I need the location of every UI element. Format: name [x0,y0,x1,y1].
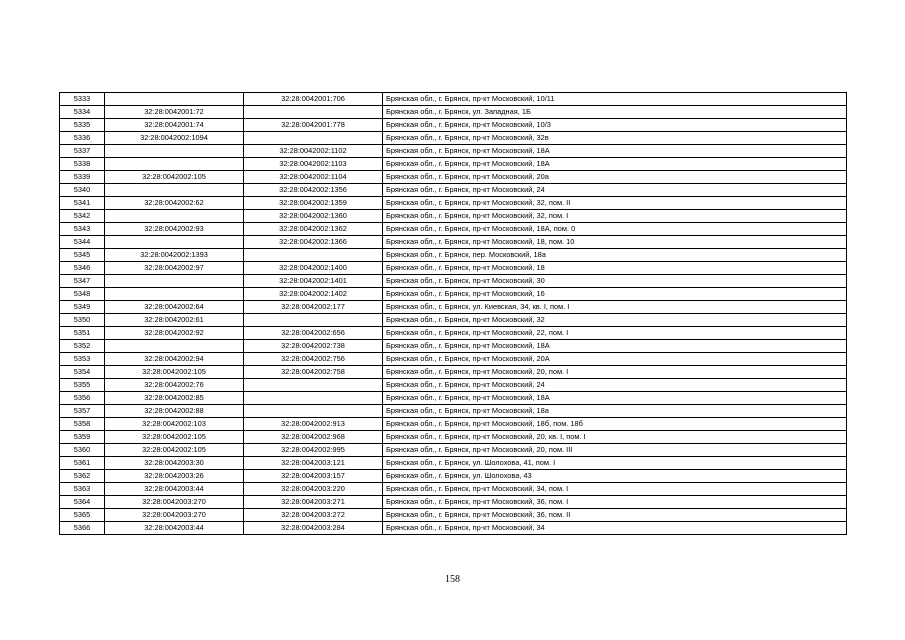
address-cell: Брянская обл., г. Брянск, пр-кт Московский, 18, пом. 10 [383,236,847,249]
address-cell: Брянская обл., г. Брянск, пр-кт Московский, 10/11 [383,93,847,106]
cadastral-object-cell [244,106,383,119]
cadastral-parcel-cell: 32:28:0042002:61 [105,314,244,327]
row-number-cell: 5336 [60,132,105,145]
cadastral-object-cell: 32:28:0042002:1359 [244,197,383,210]
cadastral-object-cell: 32:28:0042003:121 [244,457,383,470]
cadastral-parcel-cell [105,184,244,197]
row-number-cell: 5366 [60,522,105,535]
address-cell: Брянская обл., г. Брянск, пр-кт Московский, 24 [383,184,847,197]
cadastral-parcel-cell: 32:28:0042003:270 [105,509,244,522]
table-row [60,275,847,288]
table-row [60,366,847,379]
table-row [60,132,847,145]
address-cell: Брянская обл., г. Брянск, пр-кт Московский, 36, пом. II [383,509,847,522]
address-cell: Брянская обл., г. Брянск, пр-кт Московский, 20а [383,171,847,184]
row-number-cell: 5355 [60,379,105,392]
row-number-cell: 5339 [60,171,105,184]
cadastral-parcel-cell: 32:28:0042002:88 [105,405,244,418]
row-number-cell: 5338 [60,158,105,171]
row-number-cell: 5359 [60,431,105,444]
row-number-cell: 5343 [60,223,105,236]
address-cell: Брянская обл., г. Брянск, пр-кт Московский, 34 [383,522,847,535]
row-number-cell: 5334 [60,106,105,119]
cadastral-object-cell: 32:28:0042002:1362 [244,223,383,236]
row-number-cell: 5340 [60,184,105,197]
address-cell: Брянская обл., г. Брянск, пр-кт Московский, 16 [383,288,847,301]
table-row [60,288,847,301]
cadastral-parcel-cell [105,236,244,249]
row-number-cell: 5333 [60,93,105,106]
table-row [60,119,847,132]
address-cell: Брянская обл., г. Брянск, пр-кт Московский, 18А [383,145,847,158]
address-cell: Брянская обл., г. Брянск, пр-кт Московский, 30 [383,275,847,288]
row-number-cell: 5357 [60,405,105,418]
cadastral-object-cell: 32:28:0042002:177 [244,301,383,314]
cadastral-object-cell [244,392,383,405]
row-number-cell: 5364 [60,496,105,509]
cadastral-parcel-cell: 32:28:0042002:94 [105,353,244,366]
cadastral-object-cell: 32:28:0042002:738 [244,340,383,353]
table-row [60,496,847,509]
cadastral-parcel-cell: 32:28:0042002:1094 [105,132,244,145]
row-number-cell: 5344 [60,236,105,249]
page-number: 158 [445,574,460,585]
cadastral-object-cell: 32:28:0042002:1102 [244,145,383,158]
table-row [60,405,847,418]
row-number-cell: 5353 [60,353,105,366]
row-number-cell: 5342 [60,210,105,223]
cadastral-parcel-cell: 32:28:0042002:93 [105,223,244,236]
row-number-cell: 5365 [60,509,105,522]
cadastral-object-cell: 32:28:0042002:758 [244,366,383,379]
address-cell: Брянская обл., г. Брянск, пр-кт Московский, 10/3 [383,119,847,132]
cadastral-parcel-cell: 32:28:0042002:105 [105,366,244,379]
row-number-cell: 5363 [60,483,105,496]
cadastral-object-cell: 32:28:0042002:1356 [244,184,383,197]
cadastral-parcel-cell: 32:28:0042001:72 [105,106,244,119]
row-number-cell: 5349 [60,301,105,314]
address-cell: Брянская обл., г. Брянск, пр-кт Московский, 32, пом. II [383,197,847,210]
row-number-cell: 5351 [60,327,105,340]
address-cell: Брянская обл., г. Брянск, пр-кт Московский, 20, кв. I, пом. I [383,431,847,444]
table-row [60,353,847,366]
cadastral-object-cell: 32:28:0042001:778 [244,119,383,132]
address-cell: Брянская обл., г. Брянск, пр-кт Московский, 18А, пом. 0 [383,223,847,236]
cadastral-object-cell: 32:28:0042002:656 [244,327,383,340]
table-row [60,431,847,444]
row-number-cell: 5346 [60,262,105,275]
cadastral-parcel-cell: 32:28:0042002:105 [105,444,244,457]
registry-table [59,92,847,535]
address-cell: Брянская обл., г. Брянск, пер. Московский, 18а [383,249,847,262]
table-row [60,210,847,223]
cadastral-object-cell [244,132,383,145]
table-row [60,145,847,158]
cadastral-object-cell: 32:28:0042003:272 [244,509,383,522]
cadastral-parcel-cell: 32:28:0042003:270 [105,496,244,509]
address-cell: Брянская обл., г. Брянск, пр-кт Московский, 18а [383,405,847,418]
cadastral-parcel-cell: 32:28:0042002:105 [105,171,244,184]
table-row [60,457,847,470]
address-cell: Брянская обл., г. Брянск, пр-кт Московский, 32в [383,132,847,145]
cadastral-object-cell: 32:28:0042002:1360 [244,210,383,223]
cadastral-object-cell: 32:28:0042001:706 [244,93,383,106]
address-cell: Брянская обл., г. Брянск, пр-кт Московский, 18А [383,392,847,405]
table-row [60,197,847,210]
cadastral-object-cell [244,405,383,418]
registry-table-body [60,93,847,535]
address-cell: Брянская обл., г. Брянск, ул. Киевская, 34, кв. I, пом. I [383,301,847,314]
address-cell: Брянская обл., г. Брянск, ул. Шолохова, 43 [383,470,847,483]
address-cell: Брянская обл., г. Брянск, пр-кт Московский, 32, пом. I [383,210,847,223]
address-cell: Брянская обл., г. Брянск, пр-кт Московский, 32 [383,314,847,327]
cadastral-parcel-cell: 32:28:0042003:44 [105,522,244,535]
table-row [60,444,847,457]
table-row [60,93,847,106]
cadastral-parcel-cell: 32:28:0042002:62 [105,197,244,210]
cadastral-parcel-cell: 32:28:0042001:74 [105,119,244,132]
table-row [60,470,847,483]
cadastral-parcel-cell: 32:28:0042003:44 [105,483,244,496]
cadastral-object-cell: 32:28:0042002:1103 [244,158,383,171]
cadastral-object-cell: 32:28:0042002:968 [244,431,383,444]
cadastral-object-cell: 32:28:0042003:157 [244,470,383,483]
cadastral-parcel-cell: 32:28:0042002:1393 [105,249,244,262]
cadastral-parcel-cell [105,288,244,301]
table-row [60,158,847,171]
row-number-cell: 5362 [60,470,105,483]
cadastral-object-cell [244,314,383,327]
address-cell: Брянская обл., г. Брянск, пр-кт Московский, 36, пом. I [383,496,847,509]
table-row [60,392,847,405]
row-number-cell: 5354 [60,366,105,379]
cadastral-parcel-cell [105,275,244,288]
row-number-cell: 5361 [60,457,105,470]
row-number-cell: 5335 [60,119,105,132]
cadastral-object-cell: 32:28:0042003:220 [244,483,383,496]
cadastral-parcel-cell: 32:28:0042002:105 [105,431,244,444]
table-row [60,509,847,522]
address-cell: Брянская обл., г. Брянск, пр-кт Московский, 18А [383,158,847,171]
table-row [60,106,847,119]
address-cell: Брянская обл., г. Брянск, пр-кт Московский, 24 [383,379,847,392]
table-row [60,340,847,353]
address-cell: Брянская обл., г. Брянск, пр-кт Московский, 18б, пом. 18б [383,418,847,431]
cadastral-parcel-cell: 32:28:0042002:92 [105,327,244,340]
cadastral-parcel-cell: 32:28:0042002:97 [105,262,244,275]
table-row [60,301,847,314]
address-cell: Брянская обл., г. Брянск, пр-кт Московский, 20, пом. I [383,366,847,379]
row-number-cell: 5352 [60,340,105,353]
cadastral-object-cell: 32:28:0042002:1400 [244,262,383,275]
cadastral-object-cell: 32:28:0042002:913 [244,418,383,431]
address-cell: Брянская обл., г. Брянск, пр-кт Московский, 22, пом. I [383,327,847,340]
cadastral-object-cell: 32:28:0042002:756 [244,353,383,366]
table-row [60,327,847,340]
cadastral-object-cell: 32:28:0042003:284 [244,522,383,535]
table-row [60,184,847,197]
row-number-cell: 5358 [60,418,105,431]
row-number-cell: 5347 [60,275,105,288]
table-row [60,262,847,275]
cadastral-object-cell: 32:28:0042002:1402 [244,288,383,301]
cadastral-parcel-cell: 32:28:0042003:30 [105,457,244,470]
row-number-cell: 5360 [60,444,105,457]
row-number-cell: 5341 [60,197,105,210]
table-row [60,314,847,327]
address-cell: Брянская обл., г. Брянск, пр-кт Московский, 18А [383,340,847,353]
cadastral-parcel-cell [105,93,244,106]
table-row [60,223,847,236]
table-row [60,418,847,431]
row-number-cell: 5350 [60,314,105,327]
cadastral-parcel-cell: 32:28:0042002:64 [105,301,244,314]
address-cell: Брянская обл., г. Брянск, ул. Западная, 1Б [383,106,847,119]
cadastral-parcel-cell: 32:28:0042003:26 [105,470,244,483]
cadastral-parcel-cell [105,158,244,171]
cadastral-object-cell: 32:28:0042003:271 [244,496,383,509]
address-cell: Брянская обл., г. Брянск, пр-кт Московский, 18 [383,262,847,275]
table-row [60,522,847,535]
address-cell: Брянская обл., г. Брянск, ул. Шолохова, 41, пом. I [383,457,847,470]
row-number-cell: 5345 [60,249,105,262]
row-number-cell: 5356 [60,392,105,405]
row-number-cell: 5337 [60,145,105,158]
cadastral-parcel-cell: 32:28:0042002:103 [105,418,244,431]
cadastral-parcel-cell [105,145,244,158]
address-cell: Брянская обл., г. Брянск, пр-кт Московский, 34, пом. I [383,483,847,496]
cadastral-parcel-cell: 32:28:0042002:85 [105,392,244,405]
cadastral-object-cell [244,249,383,262]
table-row [60,379,847,392]
cadastral-parcel-cell [105,340,244,353]
table-row [60,236,847,249]
cadastral-object-cell: 32:28:0042002:1104 [244,171,383,184]
cadastral-object-cell: 32:28:0042002:1366 [244,236,383,249]
table-row [60,249,847,262]
cadastral-object-cell [244,379,383,392]
table-row [60,171,847,184]
cadastral-object-cell: 32:28:0042002:995 [244,444,383,457]
cadastral-parcel-cell [105,210,244,223]
table-row [60,483,847,496]
cadastral-parcel-cell: 32:28:0042002:76 [105,379,244,392]
address-cell: Брянская обл., г. Брянск, пр-кт Московский, 20, пом. III [383,444,847,457]
address-cell: Брянская обл., г. Брянск, пр-кт Московский, 20А [383,353,847,366]
cadastral-object-cell: 32:28:0042002:1401 [244,275,383,288]
row-number-cell: 5348 [60,288,105,301]
